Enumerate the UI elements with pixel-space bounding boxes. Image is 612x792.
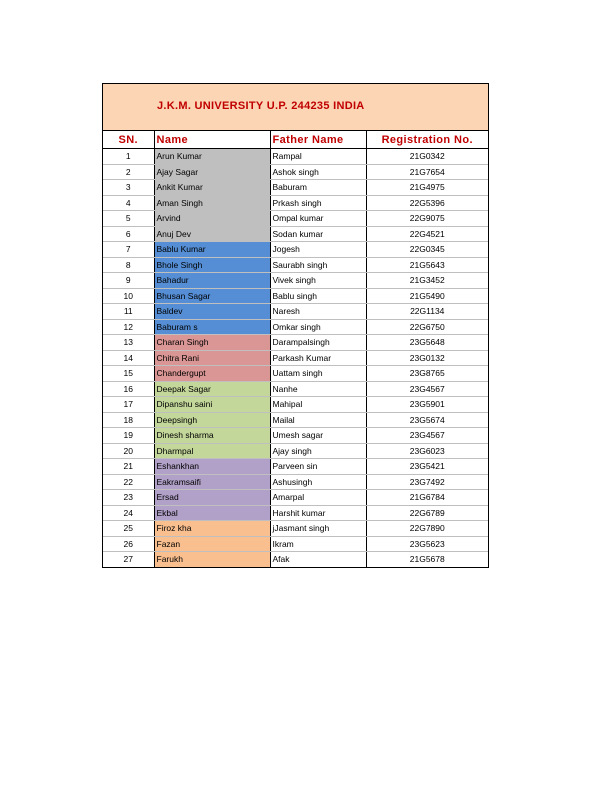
serial-number-cell: 1 [103, 149, 154, 165]
father-name-cell: Ompal kumar [270, 211, 366, 227]
father-name-cell: Uattam singh [270, 366, 366, 382]
table-row [103, 319, 488, 335]
table-row [103, 242, 488, 258]
serial-number-cell: 15 [103, 366, 154, 382]
registration-number-cell: 22G6789 [366, 505, 488, 521]
registration-number-cell: 23G5648 [366, 335, 488, 351]
student-name-cell: Farukh [154, 552, 270, 567]
table-row [103, 350, 488, 366]
table-row [103, 304, 488, 320]
student-name-cell: Bablu Kumar [154, 242, 270, 258]
serial-number-cell: 11 [103, 304, 154, 320]
student-name-cell: Aman Singh [154, 195, 270, 211]
serial-number-cell: 16 [103, 381, 154, 397]
registration-number-cell: 23G6023 [366, 443, 488, 459]
father-name-cell: Naresh [270, 304, 366, 320]
registration-number-cell: 21G7654 [366, 164, 488, 180]
header-name: Name [154, 131, 270, 149]
student-name-cell: Dharmpal [154, 443, 270, 459]
father-name-cell: Ajay singh [270, 443, 366, 459]
registration-number-cell: 21G5490 [366, 288, 488, 304]
table-row [103, 490, 488, 506]
registration-number-cell: 23G8765 [366, 366, 488, 382]
student-name-cell: Bhusan Sagar [154, 288, 270, 304]
student-name-cell: Bhole Singh [154, 257, 270, 273]
student-name-cell: Baburam s [154, 319, 270, 335]
student-name-cell: Ankit Kumar [154, 180, 270, 196]
registration-number-cell: 23G0132 [366, 350, 488, 366]
serial-number-cell: 3 [103, 180, 154, 196]
serial-number-cell: 2 [103, 164, 154, 180]
student-name-cell: Firoz kha [154, 521, 270, 537]
table-row [103, 195, 488, 211]
student-name-cell: Bahadur [154, 273, 270, 289]
table-row [103, 335, 488, 351]
registration-number-cell: 23G5674 [366, 412, 488, 428]
serial-number-cell: 18 [103, 412, 154, 428]
serial-number-cell: 12 [103, 319, 154, 335]
serial-number-cell: 6 [103, 226, 154, 242]
table-row [103, 149, 488, 165]
serial-number-cell: 24 [103, 505, 154, 521]
serial-number-cell: 20 [103, 443, 154, 459]
serial-number-cell: 9 [103, 273, 154, 289]
registration-number-cell: 22G9075 [366, 211, 488, 227]
father-name-cell: Harshit kumar [270, 505, 366, 521]
table-row [103, 428, 488, 444]
student-name-cell: Arvind [154, 211, 270, 227]
table-row [103, 459, 488, 475]
father-name-cell: Jogesh [270, 242, 366, 258]
father-name-cell: Amarpal [270, 490, 366, 506]
father-name-cell: Rampal [270, 149, 366, 165]
table-row [103, 226, 488, 242]
father-name-cell: Darampalsingh [270, 335, 366, 351]
student-name-cell: Baldev [154, 304, 270, 320]
registration-number-cell: 23G7492 [366, 474, 488, 490]
serial-number-cell: 14 [103, 350, 154, 366]
student-name-cell: Chandergupt [154, 366, 270, 382]
student-name-cell: Anuj Dev [154, 226, 270, 242]
registration-number-cell: 22G0345 [366, 242, 488, 258]
student-table [103, 131, 488, 567]
student-name-cell: Ersad [154, 490, 270, 506]
header-sn: SN. [103, 131, 154, 149]
student-register-sheet [102, 83, 489, 568]
serial-number-cell: 23 [103, 490, 154, 506]
father-name-cell: Mailal [270, 412, 366, 428]
student-name-cell: Dipanshu saini [154, 397, 270, 413]
serial-number-cell: 22 [103, 474, 154, 490]
table-row [103, 505, 488, 521]
father-name-cell: jJasmant singh [270, 521, 366, 537]
student-name-cell: Fazan [154, 536, 270, 552]
father-name-cell: Sodan kumar [270, 226, 366, 242]
registration-number-cell: 23G5623 [366, 536, 488, 552]
registration-number-cell: 21G0342 [366, 149, 488, 165]
student-name-cell: Dinesh sharma [154, 428, 270, 444]
registration-number-cell: 23G5901 [366, 397, 488, 413]
father-name-cell: Vivek singh [270, 273, 366, 289]
registration-number-cell: 22G7890 [366, 521, 488, 537]
table-row [103, 381, 488, 397]
table-row [103, 474, 488, 490]
father-name-cell: Saurabh singh [270, 257, 366, 273]
registration-number-cell: 21G5678 [409, 554, 445, 565]
table-row [103, 366, 488, 382]
table-row [103, 164, 488, 180]
table-row [103, 536, 488, 552]
serial-number-cell: 13 [103, 335, 154, 351]
table-row [103, 257, 488, 273]
table-row [103, 397, 488, 413]
table-row [103, 552, 488, 567]
father-name-cell: Baburam [270, 180, 366, 196]
father-name-cell: Umesh sagar [270, 428, 366, 444]
table-row [103, 273, 488, 289]
table-row [103, 211, 488, 227]
registration-number-cell: 22G1134 [366, 304, 488, 320]
serial-number-cell: 19 [103, 428, 154, 444]
table-row [103, 288, 488, 304]
title-band [103, 84, 488, 131]
father-name-cell: Afak [270, 552, 366, 567]
student-name-cell: Eakramsaifi [154, 474, 270, 490]
serial-number-cell: 5 [103, 211, 154, 227]
serial-number-cell: 8 [103, 257, 154, 273]
serial-number-cell: 26 [103, 536, 154, 552]
father-name-cell: Nanhe [270, 381, 366, 397]
serial-number-cell: 7 [103, 242, 154, 258]
table-row [103, 412, 488, 428]
table-row [103, 521, 488, 537]
serial-number-cell: 10 [103, 288, 154, 304]
registration-number-cell: 23G4567 [366, 381, 488, 397]
father-name-cell: Bablu singh [270, 288, 366, 304]
student-name-cell: Deepsingh [154, 412, 270, 428]
registration-number-cell: 21G4975 [366, 180, 488, 196]
serial-number-cell: 21 [103, 459, 154, 475]
table-row [103, 443, 488, 459]
student-name-cell: Ajay Sagar [154, 164, 270, 180]
father-name-cell: Parkash Kumar [270, 350, 366, 366]
serial-number-cell: 17 [103, 397, 154, 413]
header-registration-no: Registration No. [366, 131, 488, 149]
registration-number-cell: 22G5396 [366, 195, 488, 211]
student-name-cell: Chitra Rani [154, 350, 270, 366]
father-name-cell: Mahipal [270, 397, 366, 413]
father-name-cell: Ashusingh [270, 474, 366, 490]
table-row [103, 180, 488, 196]
student-name-cell: Eshankhan [154, 459, 270, 475]
student-name-cell: Ekbal [154, 505, 270, 521]
registration-number-cell: 21G5643 [366, 257, 488, 273]
father-name-cell: Parveen sin [270, 459, 366, 475]
father-name-cell: Ikram [270, 536, 366, 552]
serial-number-cell: 25 [103, 521, 154, 537]
header-row [103, 131, 488, 149]
student-name-cell: Charan Singh [154, 335, 270, 351]
registration-number-cell: 21G6784 [366, 490, 488, 506]
serial-number-cell: 27 [103, 552, 154, 567]
student-name-cell: Deepak Sagar [154, 381, 270, 397]
father-name-cell: Prkash singh [270, 195, 366, 211]
father-name-cell: Ashok singh [270, 164, 366, 180]
father-name-cell: Omkar singh [270, 319, 366, 335]
student-name-cell: Arun Kumar [154, 149, 270, 165]
registration-number-cell: 21G3452 [366, 273, 488, 289]
serial-number-cell: 4 [103, 195, 154, 211]
registration-number-cell: 22G4521 [366, 226, 488, 242]
registration-number-cell: 23G4567 [366, 428, 488, 444]
registration-number-cell: 23G5421 [366, 459, 488, 475]
registration-number-cell: 22G6750 [366, 319, 488, 335]
university-title: J.K.M. UNIVERSITY U.P. 244235 INDIA [157, 100, 365, 112]
header-father-name: Father Name [270, 131, 366, 149]
